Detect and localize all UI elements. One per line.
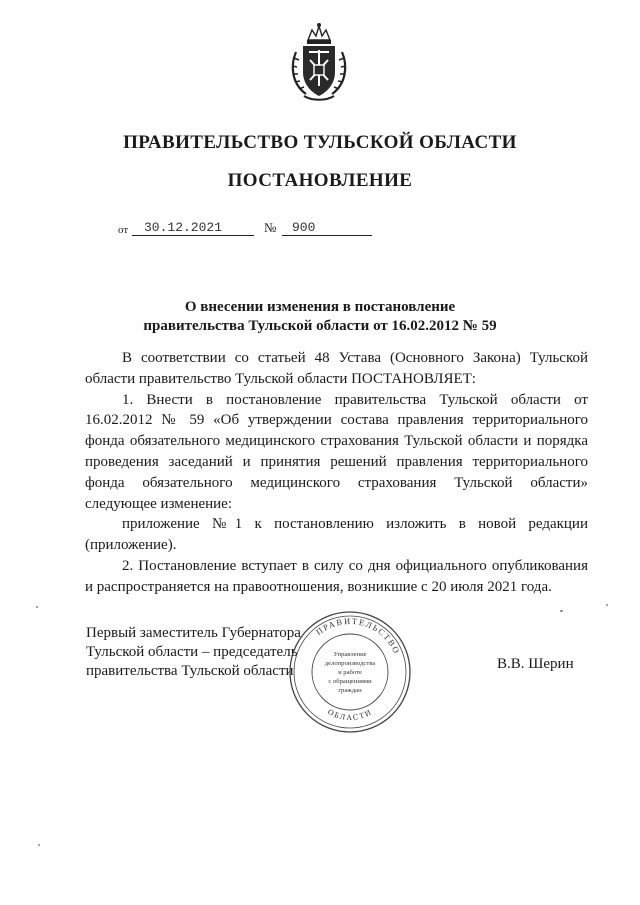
- organization-title: ПРАВИТЕЛЬСТВО ТУЛЬСКОЙ ОБЛАСТИ: [123, 132, 517, 153]
- subject-line-1: О внесении изменения в постановление: [184, 299, 456, 315]
- date-number-row: [118, 216, 418, 238]
- scan-speck: [606, 604, 608, 606]
- signatory-name: В.В. Шерин: [497, 656, 574, 672]
- number-prefix-label: №: [264, 220, 277, 235]
- document-number: 900: [292, 220, 316, 235]
- body-paragraph-2: 1. Внести в постановление правительства Тульской области от 16.02.2012 № 59 «Об утверждении состава правления территориального фонда обязательного медицинского страхования Тульской области и порядка проведения заседаний и принятия решений правления территориального фонда обязательного медицинского страхования Тульской области» следующее изменение:: [85, 391, 588, 512]
- signatory-position-line-3: правительства Тульской области: [86, 663, 294, 679]
- body-paragraph-4: 2. Постановление вступает в силу со дня официального опубликования и распространяется на правоотношения, возникшие с 20 июля 2021 года.: [85, 557, 588, 595]
- official-round-stamp: [286, 608, 414, 736]
- body-paragraph-1: В соответствии со статьей 48 Устава (Основного Закона) Тульской области правительство Тульской области ПОСТАНОВЛЯЕТ:: [85, 350, 588, 387]
- stamp-center-line-4: с обращениями: [328, 678, 372, 685]
- coat-of-arms-emblem: [286, 22, 352, 104]
- stamp-center-line-3: и работе: [338, 669, 362, 676]
- subject-line-2: правительства Тульской области от 16.02.2012 № 59: [143, 318, 497, 334]
- body-paragraph-3: приложение №1 к постановлению изложить в новой редакции (приложение).: [85, 516, 588, 554]
- svg-text:ПРАВИТЕЛЬСТВО: [314, 616, 402, 656]
- number-underline: [282, 235, 372, 236]
- scan-speck: [38, 844, 40, 846]
- scan-speck: [560, 610, 563, 612]
- scan-speck: [36, 606, 38, 608]
- document-body: [85, 348, 588, 598]
- stamp-ring-bottom-text: ОБЛАСТИ: [326, 707, 374, 723]
- signatory-position-line-2: Тульской области – председатель: [86, 644, 298, 660]
- svg-text:ОБЛАСТИ: [326, 707, 374, 722]
- signatory-position-line-1: Первый заместитель Губернатора: [86, 625, 301, 641]
- stamp-ring-top-text: ПРАВИТЕЛЬСТВО: [313, 615, 403, 656]
- document-subject: [0, 298, 640, 336]
- stamp-center-line-5: граждан: [338, 687, 362, 694]
- stamp-center-line-1: Управление: [333, 651, 367, 658]
- date-prefix-label: от: [118, 224, 129, 236]
- document-date: 30.12.2021: [144, 220, 223, 235]
- stamp-center-line-2: делопроизводства: [324, 660, 376, 667]
- date-underline: [132, 235, 254, 236]
- document-type-heading: ПОСТАНОВЛЕНИЕ: [227, 170, 413, 191]
